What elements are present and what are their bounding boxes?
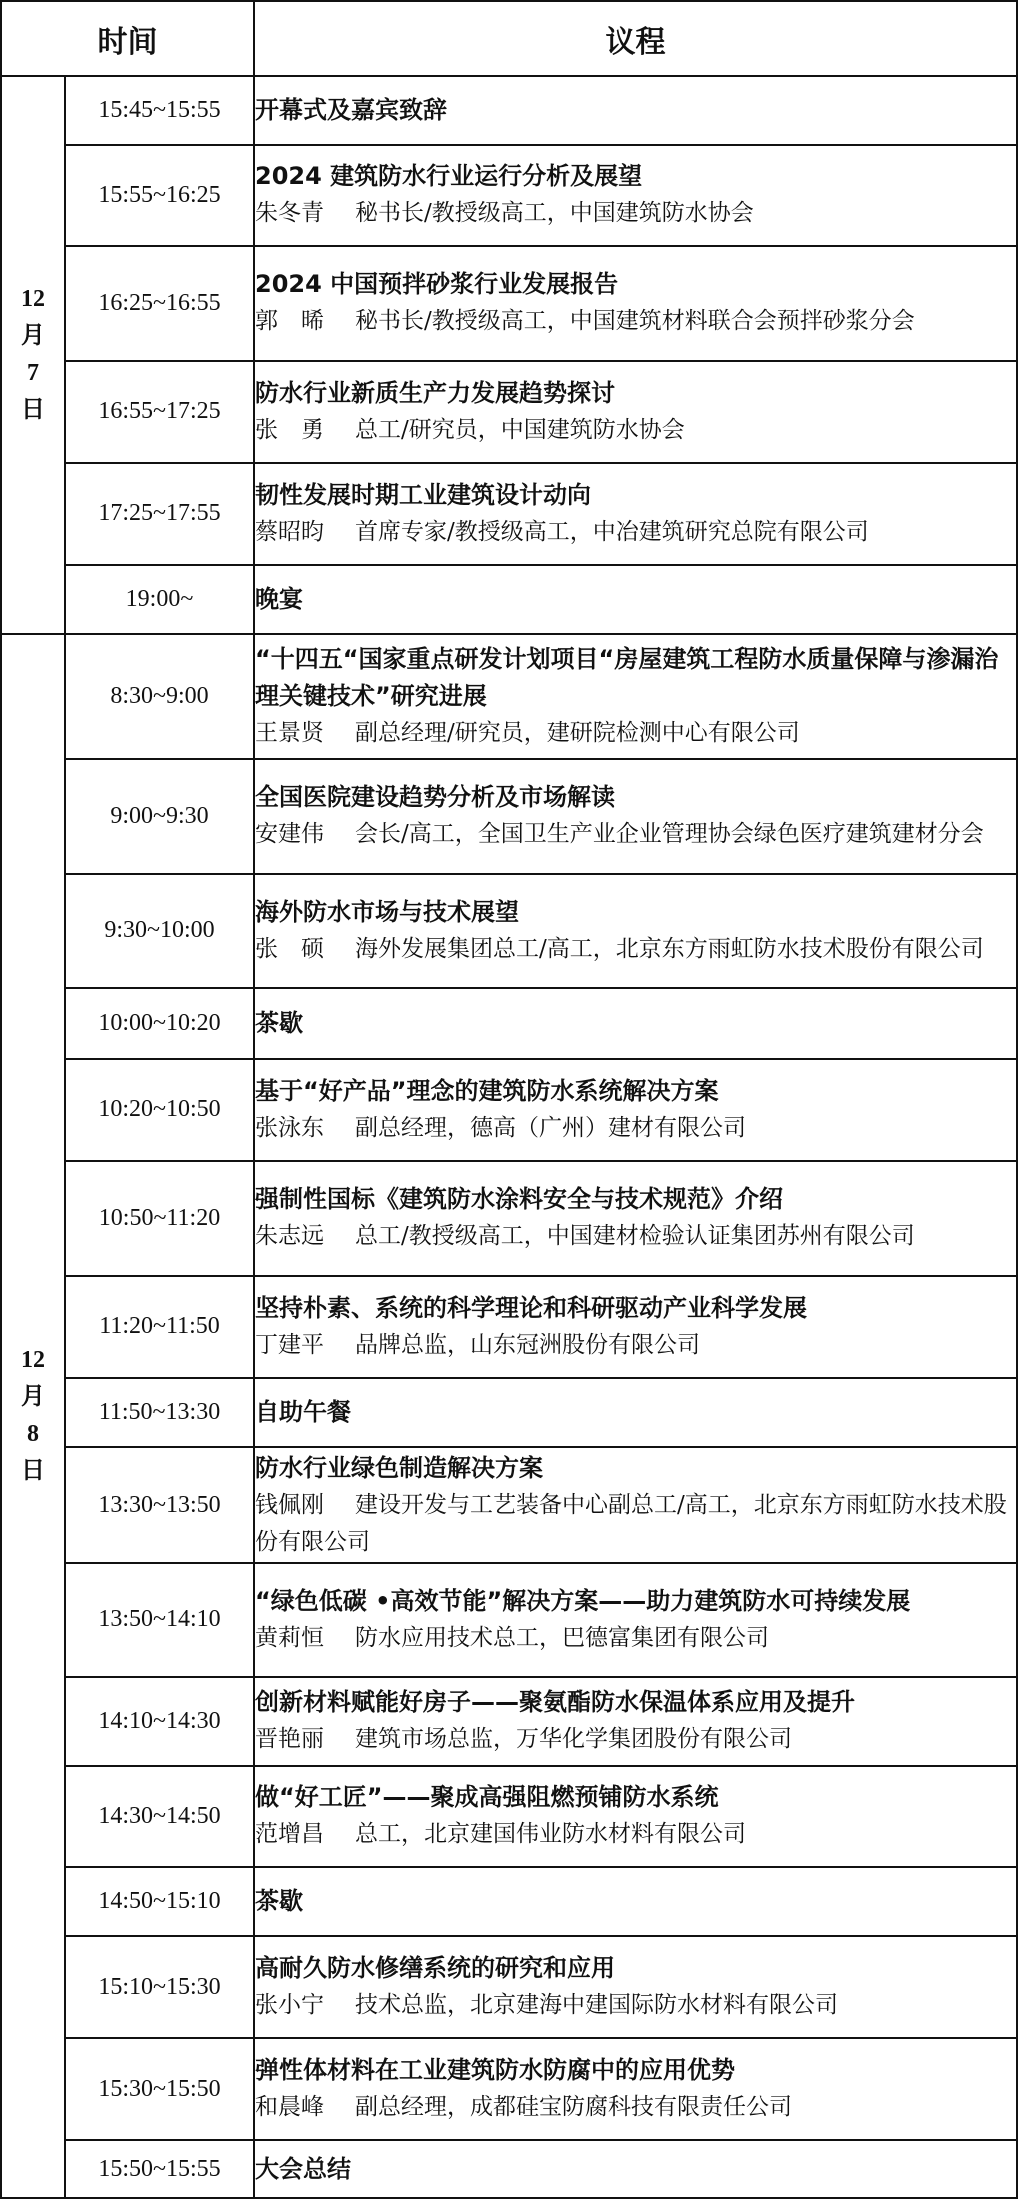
session-agenda [254,246,1017,361]
day1-date-cell [1,76,65,634]
table-row [1,2038,1017,2140]
table-row [1,145,1017,246]
speaker-detail: 副总经理，成都硅宝防腐科技有限责任公司 [355,2094,792,2121]
session-speaker [255,2089,1016,2126]
table-row [1,246,1017,361]
session-agenda [254,361,1017,463]
session-time: 10:50~11:20 [65,1161,254,1276]
session-agenda [254,1447,1017,1562]
session-topic: 2024 中国预拌砂浆行业发展报告 [255,270,619,299]
session-topic: 茶歇 [255,1008,303,1037]
session-time: 15:30~15:50 [65,2038,254,2140]
speaker-name: 安建伟 [255,821,324,848]
session-agenda [254,634,1017,758]
session-agenda [254,988,1017,1059]
session-speaker [255,195,1016,232]
session-agenda [254,1563,1017,1677]
table-row [1,874,1017,988]
speaker-detail: 会长/高工，全国卫生产业企业管理协会绿色医疗建筑建材分会 [355,821,984,848]
header-row [1,1,1017,76]
speaker-name: 蔡昭昀 [255,518,324,545]
session-agenda [254,76,1017,145]
session-topic: 基于“好产品”理念的建筑防水系统解决方案 [255,1076,719,1105]
speaker-detail: 总工/研究员，中国建筑防水协会 [355,416,685,443]
session-topic: 强制性国标《建筑防水涂料安全与技术规范》介绍 [255,1185,783,1214]
table-row [1,1059,1017,1161]
table-row [1,1563,1017,1677]
session-speaker [255,1327,1016,1364]
speaker-name: 张 硕 [255,935,324,962]
session-time: 15:50~15:55 [65,2140,254,2198]
session-agenda [254,874,1017,988]
table-row [1,759,1017,874]
session-topic: 全国医院建设趋势分析及市场解读 [255,783,615,812]
speaker-detail: 秘书长/教授级高工，中国建筑材料联合会预拌砂浆分会 [355,308,915,335]
session-time: 10:20~10:50 [65,1059,254,1161]
session-topic: 高耐久防水修缮系统的研究和应用 [255,1954,615,1983]
table-row [1,1378,1017,1448]
table-row [1,1766,1017,1867]
table-row [1,1936,1017,2038]
header-agenda: 议程 [254,1,1017,76]
session-time: 14:30~14:50 [65,1766,254,1867]
session-speaker [255,1620,1016,1657]
session-time: 9:00~9:30 [65,759,254,874]
header-time: 时间 [1,1,254,76]
session-agenda [254,1677,1017,1766]
table-row [1,1867,1017,1937]
session-topic: 创新材料赋能好房子——聚氨酯防水保温体系应用及提升 [255,1688,855,1717]
session-time: 11:20~11:50 [65,1276,254,1378]
session-topic: “十四五“国家重点研发计划项目“房屋建筑工程防水质量保障与渗漏治理关键技术”研究进展 [255,645,999,711]
session-topic: 2024 建筑防水行业运行分析及展望 [255,162,643,191]
session-speaker [255,514,1016,551]
speaker-detail: 海外发展集团总工/高工，北京东方雨虹防水技术股份有限公司 [355,935,984,962]
speaker-name: 张小宁 [255,1992,324,2019]
session-topic: 做“好工匠”——聚成高强阻燃预铺防水系统 [255,1783,719,1812]
table-row [1,988,1017,1059]
session-topic: 防水行业绿色制造解决方案 [255,1453,543,1482]
session-time: 9:30~10:00 [65,874,254,988]
session-time: 15:10~15:30 [65,1936,254,2038]
session-time: 11:50~13:30 [65,1378,254,1448]
session-agenda [254,1936,1017,2038]
session-topic: 自助午餐 [255,1398,351,1427]
session-time: 14:50~15:10 [65,1867,254,1937]
speaker-detail: 副总经理，德高（广州）建材有限公司 [355,1114,746,1141]
session-topic: 弹性体材料在工业建筑防水防腐中的应用优势 [255,2056,735,2085]
speaker-name: 王景贤 [255,720,324,747]
session-speaker [255,1110,1016,1147]
speaker-name: 钱佩刚 [255,1491,324,1518]
session-time: 16:55~17:25 [65,361,254,463]
session-topic: 茶歇 [255,1886,303,1915]
day2-date: 12月8日 [21,1347,45,1485]
table-row [1,1677,1017,1766]
session-speaker [255,1218,1016,1255]
speaker-detail: 建筑市场总监，万华化学集团股份有限公司 [355,1726,792,1753]
session-topic: 防水行业新质生产力发展趋势探讨 [255,378,615,407]
session-topic: 晚宴 [255,585,303,614]
speaker-detail: 品牌总监，山东冠洲股份有限公司 [355,1331,700,1358]
speaker-detail: 首席专家/教授级高工，中冶建筑研究总院有限公司 [355,518,869,545]
table-row [1,1161,1017,1276]
session-time: 17:25~17:55 [65,463,254,565]
speaker-detail: 防水应用技术总工，巴德富集团有限公司 [355,1624,769,1651]
speaker-detail: 建设开发与工艺装备中心副总工/高工，北京东方雨虹防水技术股份有限公司 [255,1491,1007,1555]
table-row [1,565,1017,635]
speaker-name: 朱冬青 [255,200,324,227]
day1-date: 12月7日 [21,286,45,424]
session-agenda [254,463,1017,565]
session-time: 8:30~9:00 [65,634,254,758]
session-agenda [254,1378,1017,1448]
session-agenda [254,1766,1017,1867]
speaker-detail: 秘书长/教授级高工，中国建筑防水协会 [355,200,754,227]
session-topic: “绿色低碳 •高效节能”解决方案——助力建筑防水可持续发展 [255,1586,911,1615]
speaker-name: 丁建平 [255,1331,324,1358]
speaker-detail: 总工/教授级高工，中国建材检验认证集团苏州有限公司 [355,1223,915,1250]
table-row [1,361,1017,463]
session-time: 14:10~14:30 [65,1677,254,1766]
session-agenda [254,1059,1017,1161]
speaker-name: 朱志远 [255,1223,324,1250]
session-time: 19:00~ [65,565,254,635]
session-agenda [254,1161,1017,1276]
table-row [1,76,1017,145]
session-agenda [254,1276,1017,1378]
session-topic: 海外防水市场与技术展望 [255,897,519,926]
session-speaker [255,931,1016,968]
speaker-detail: 副总经理/研究员，建研院检测中心有限公司 [355,720,800,747]
table-row [1,1276,1017,1378]
speaker-detail: 技术总监，北京建海中建国际防水材料有限公司 [355,1992,838,2019]
session-topic: 开幕式及嘉宾致辞 [255,95,447,124]
speaker-name: 范增昌 [255,1821,324,1848]
table-row [1,634,1017,758]
session-time: 16:25~16:55 [65,246,254,361]
session-speaker [255,412,1016,449]
session-agenda [254,2140,1017,2198]
session-speaker [255,303,1016,340]
session-agenda [254,145,1017,246]
session-topic: 坚持朴素、系统的科学理论和科研驱动产业科学发展 [255,1293,807,1322]
speaker-name: 张泳东 [255,1114,324,1141]
speaker-name: 晋艳丽 [255,1726,324,1753]
session-speaker [255,715,1016,752]
day2-date-cell [1,634,65,2198]
speaker-name: 黄莉恒 [255,1624,324,1651]
table-row [1,463,1017,565]
session-speaker [255,1721,1016,1758]
session-time: 15:55~16:25 [65,145,254,246]
session-agenda [254,2038,1017,2140]
session-time: 13:50~14:10 [65,1563,254,1677]
session-time: 15:45~15:55 [65,76,254,145]
session-time: 13:30~13:50 [65,1447,254,1562]
session-speaker [255,816,1016,853]
session-time: 10:00~10:20 [65,988,254,1059]
speaker-name: 和晨峰 [255,2094,324,2121]
session-topic: 韧性发展时期工业建筑设计动向 [255,480,591,509]
session-topic: 大会总结 [255,2154,351,2183]
table-row [1,2140,1017,2198]
speaker-name: 郭 晞 [255,308,324,335]
table-row [1,1447,1017,1562]
session-speaker [255,1987,1016,2024]
session-agenda [254,1867,1017,1937]
speaker-name: 张 勇 [255,416,324,443]
session-agenda [254,565,1017,635]
session-agenda [254,759,1017,874]
session-speaker [255,1487,1016,1561]
speaker-detail: 总工，北京建国伟业防水材料有限公司 [355,1821,746,1848]
session-speaker [255,1816,1016,1853]
